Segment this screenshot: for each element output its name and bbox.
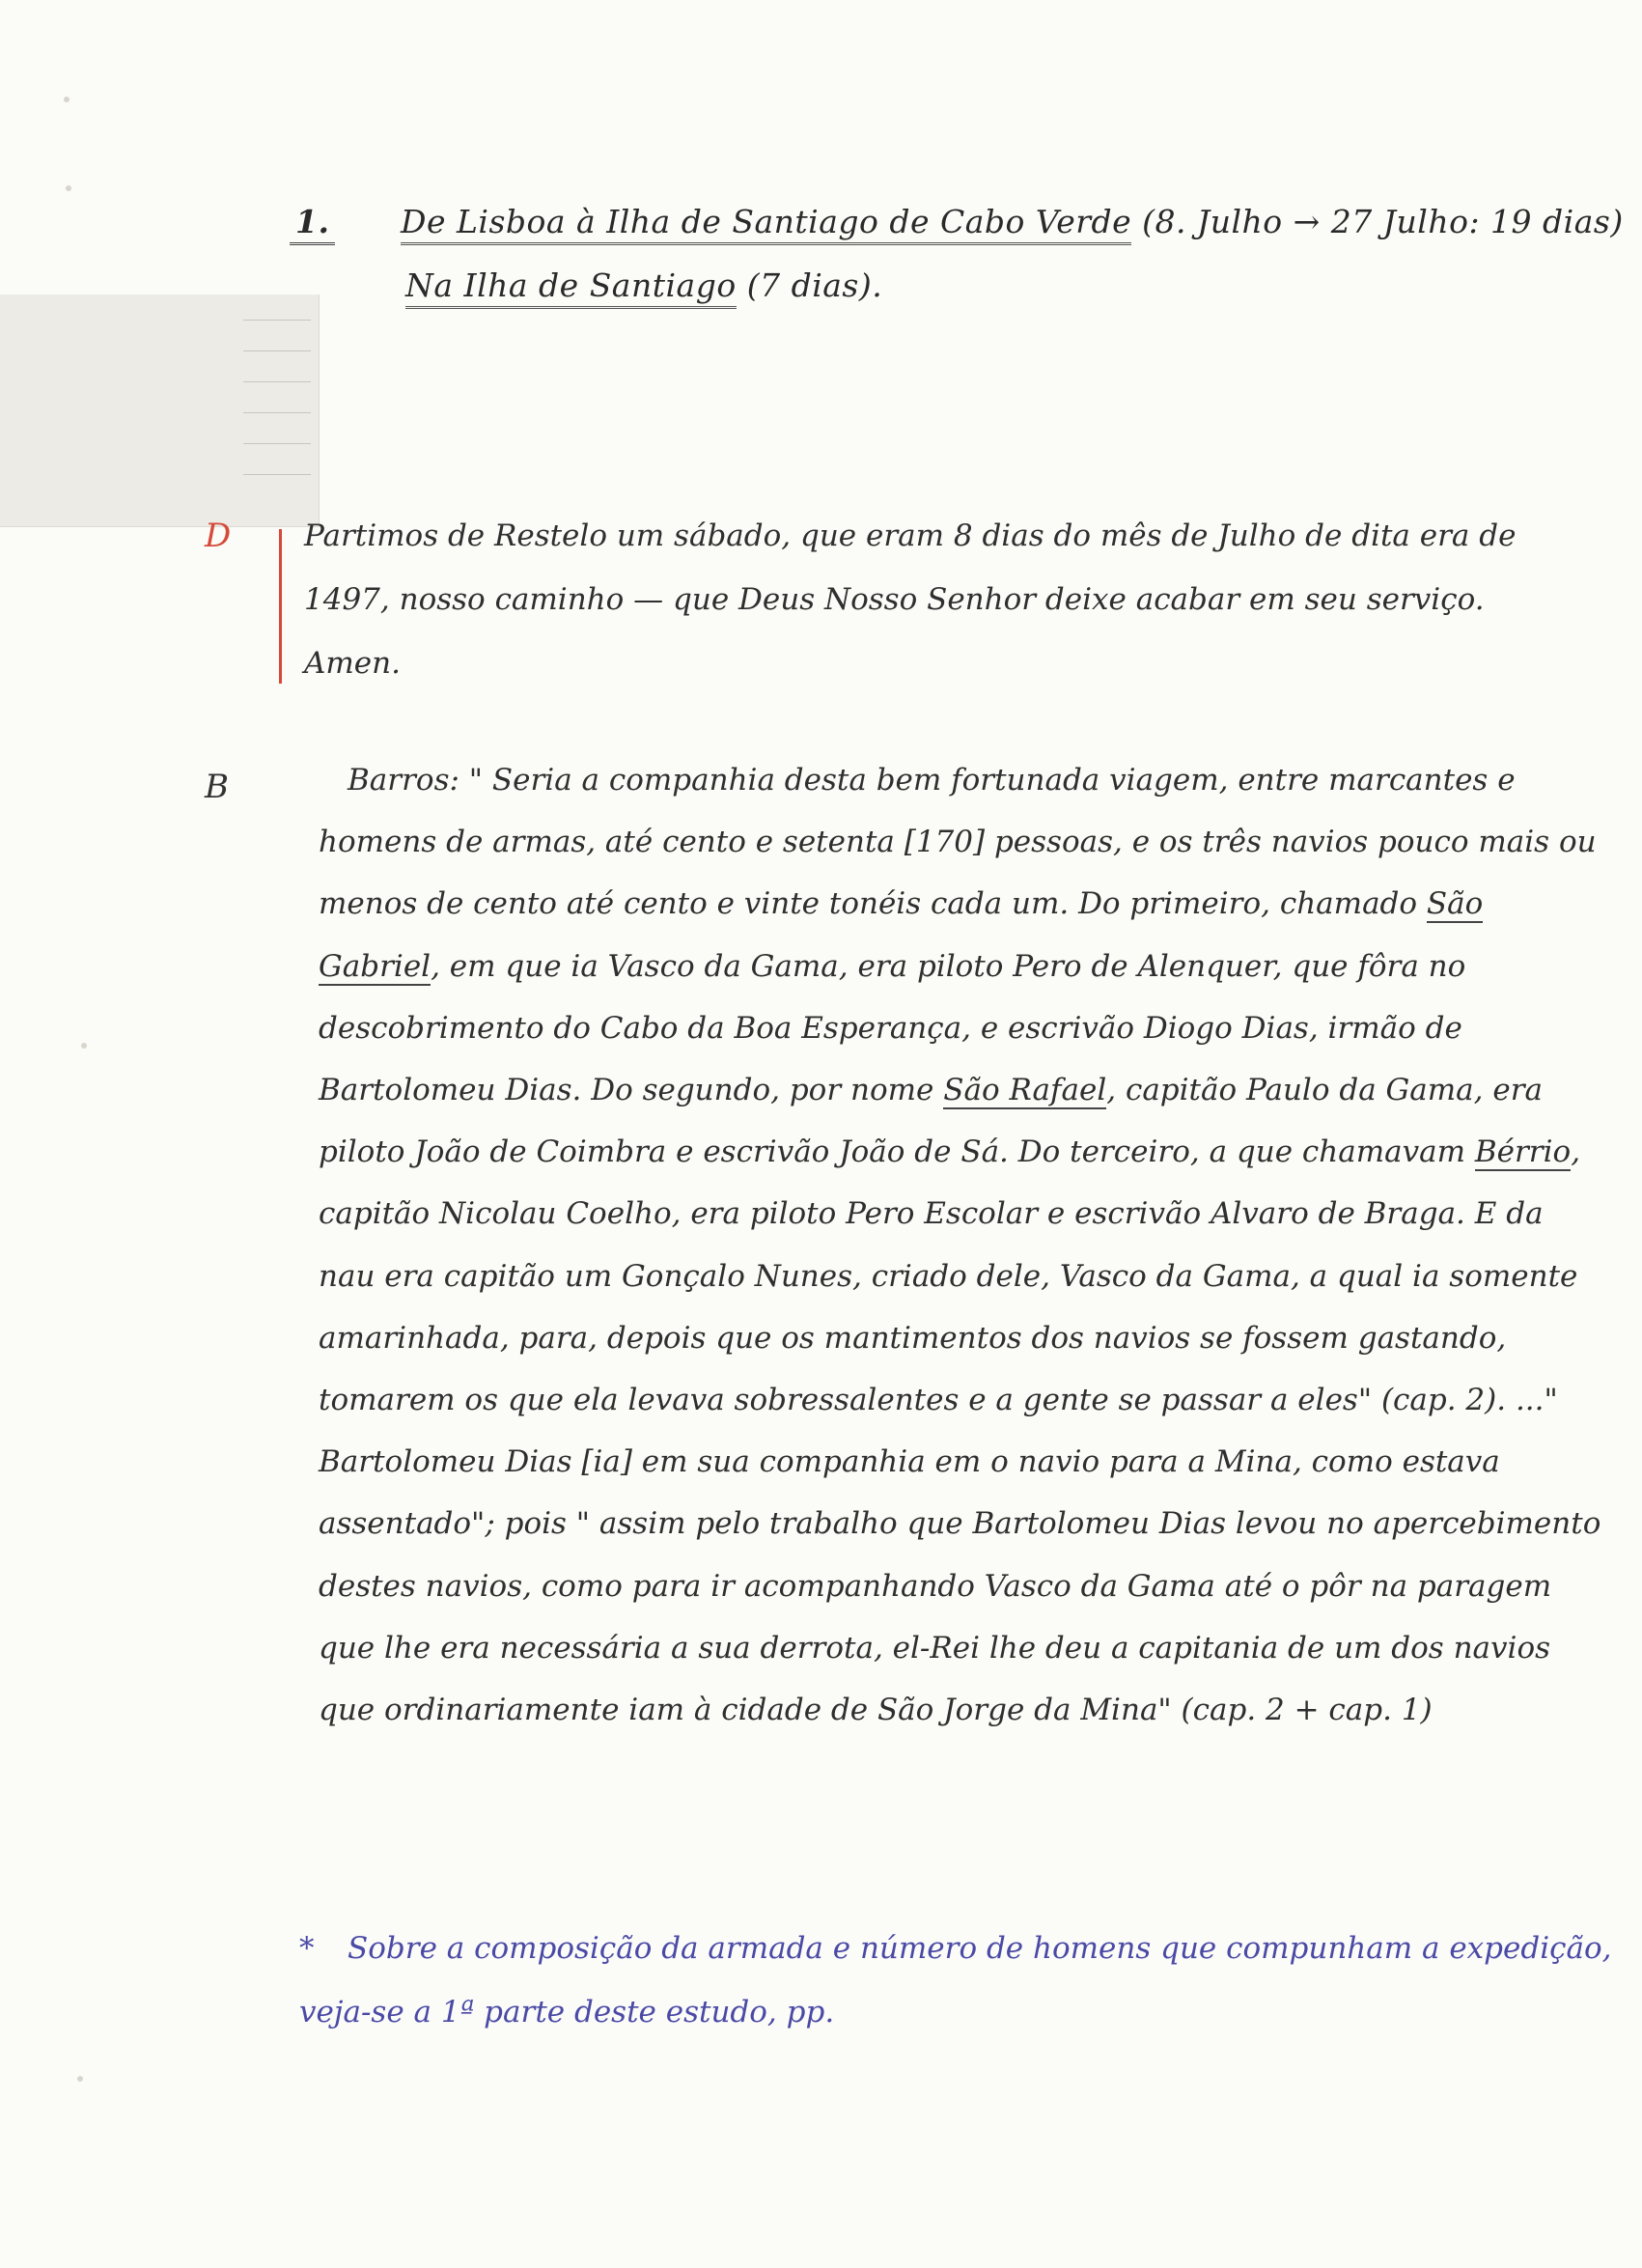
heading-line-2 — [405, 266, 882, 304]
paragraph-b-text-1: Barros: " Seria a companhia desta bem fortunada viagem, entre marcantes e homens de armas, até cento e setenta [170] pessoas, e os três navios pouco mais ou menos de cento até cento e vinte tonéis cada um. Do primeiro, chamado — [319, 763, 1597, 922]
paragraph-b-text-3: , capitão Paulo da Gama, era piloto João de Coimbra e escrivão João de Sá. Do terceiro, a que chamavam — [319, 1073, 1544, 1170]
ship-name-sao-gabriel: São Gabriel — [319, 886, 1484, 984]
heading-number: 1. — [290, 203, 335, 245]
paragraph-d-text: Partimos de Restelo um sábado, que eram 8 dias do mês de Julho de dita era de 1497, nosso caminho — que Deus Nosso Senhor deixe acabar em seu serviço. Amen. — [304, 518, 1517, 681]
heading-line-2-days: (7 dias). — [746, 266, 883, 304]
ship-name-sao-rafael: São Rafael — [943, 1073, 1107, 1108]
punch-hole-lower — [77, 2076, 83, 2082]
heading-line-1-title: De Lisboa à Ilha de Santiago de Cabo Verde — [401, 203, 1131, 245]
heading-line-1-dates: (8. Julho → 27 Julho: 19 dias) — [1142, 203, 1624, 240]
red-margin-bar — [279, 529, 282, 684]
punch-hole-upper — [66, 185, 71, 191]
punch-hole-top — [64, 97, 70, 102]
paragraph-b-text-2: , em que ia Vasco da Gama, era piloto Pero de Alenquer, que fôra no descobrimento do Cabo da Boa Esperança, e escrivão Diogo Dias, irmão de Bartolomeu Dias. Do segundo, por nome — [319, 948, 1466, 1108]
margin-marker-b: B — [205, 768, 229, 806]
footnote-text: Sobre a composição da armada e número de homens que compunham a expedição, veja-se a 1ª parte deste estudo, pp. — [299, 1931, 1612, 2030]
footnote-marker: * — [299, 1931, 315, 1966]
margin-marker-d: D — [205, 517, 232, 555]
taped-paper-slip — [0, 294, 320, 527]
paragraph-b — [319, 749, 1602, 1741]
paragraph-b-text-4: , capitão Nicolau Coelho, era piloto Pero Escolar e escrivão Alvaro de Braga. E da nau era capitão um Gonçalo Nunes, criado dele, Vasco da Gama, a qual ia somente amarinhada, para, depois que os mantimentos dos navios se fossem gastando, tomarem os que ela levava sobressalentes e a gente se passar a eles" (cap. 2). ..." Bartolomeu Dias [ia] em sua companhia em o navio para a Mina, como estava assentado"; pois " assim pelo trabalho que Bartolomeu Dias levou no apercebimento destes navios, como para ir acompanhando Vasco da Gama até o pôr na paragem que lhe era necessária a sua derrota, el-Rei lhe deu a capitania de um dos navios que ordinariamente iam à cidade de São Jorge da Mina" (cap. 2 + cap. 1) — [319, 1134, 1601, 1728]
ship-name-berrio: Bérrio — [1474, 1134, 1572, 1170]
footnote — [299, 1917, 1612, 2044]
punch-hole-middle — [81, 1043, 87, 1049]
heading-line-2-title: Na Ilha de Santiago — [405, 266, 737, 309]
paragraph-d — [304, 504, 1569, 695]
heading-line-1 — [401, 203, 1624, 240]
